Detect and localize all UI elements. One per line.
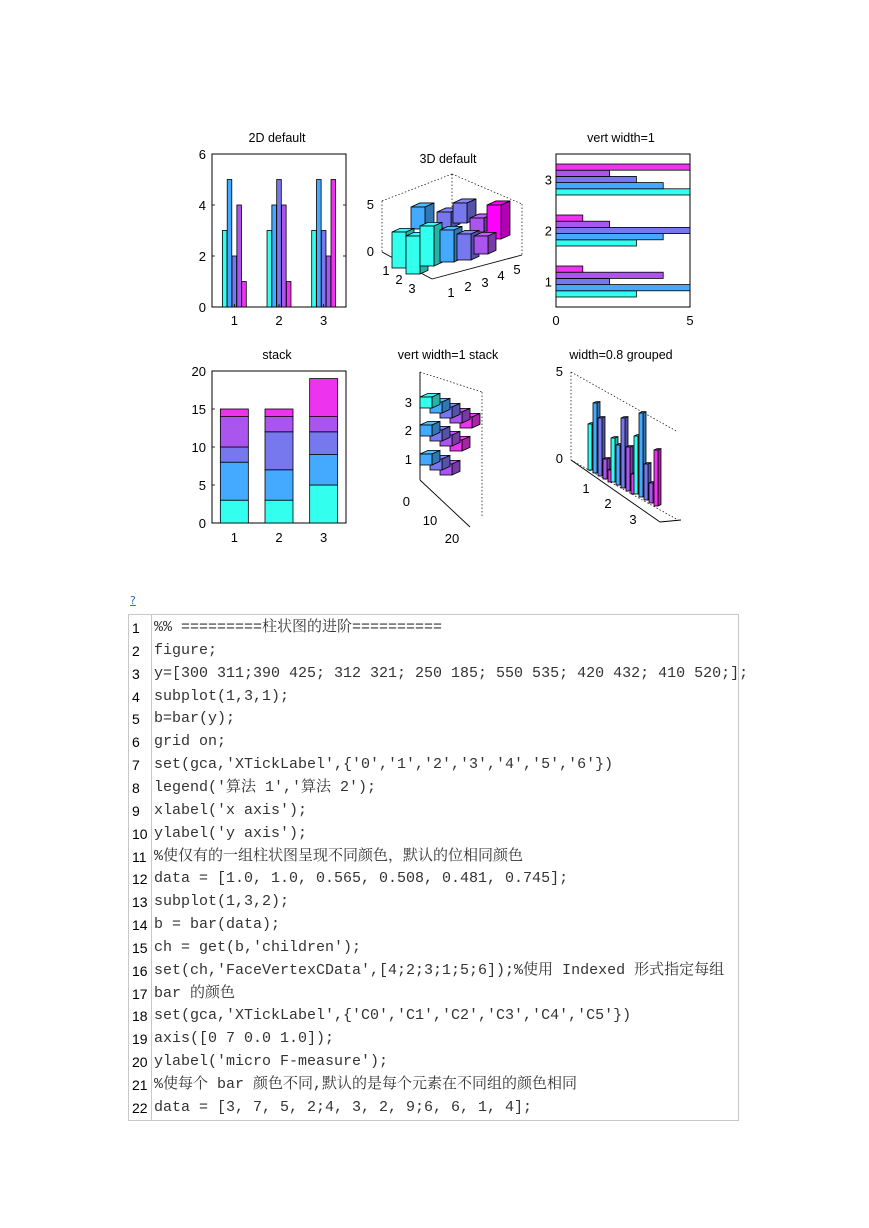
- line-number: 19: [132, 1031, 148, 1048]
- bar: [232, 256, 237, 307]
- code-text: data = [3, 7, 5, 2;4, 3, 2, 9;6, 6, 1, 4];: [154, 1098, 533, 1116]
- code-text: grid on;: [154, 733, 227, 751]
- bar: [556, 266, 583, 272]
- bar-segment: [310, 417, 338, 432]
- code-text: bar 的颜色: [154, 984, 236, 1002]
- panel-title: width=0.8 grouped: [569, 348, 673, 362]
- code-line: [129, 1005, 739, 1027]
- bar: [286, 282, 291, 308]
- bar-segment: [310, 485, 338, 523]
- bar-3d: [420, 222, 442, 266]
- bar: [556, 215, 583, 221]
- tick-label: 6: [198, 147, 206, 162]
- bar: [326, 256, 331, 307]
- bar: [312, 231, 317, 308]
- bar-segment: [265, 409, 293, 417]
- tick-label: 1: [404, 452, 412, 467]
- bar-side: [658, 449, 661, 506]
- line-number: 21: [132, 1077, 148, 1093]
- code-text: %% =========柱状图的进阶==========: [154, 619, 443, 636]
- tick-label: 2: [464, 279, 472, 294]
- bar-segment-3d: [420, 450, 440, 465]
- bar: [242, 282, 247, 308]
- bar-segment: [310, 379, 338, 417]
- line-number: 9: [132, 802, 140, 819]
- tick-label: 5: [366, 197, 374, 212]
- bar: [556, 221, 610, 227]
- bar-front: [420, 226, 434, 266]
- bar: [556, 234, 663, 240]
- bar-segment: [310, 455, 338, 485]
- tick-label: 1: [230, 530, 238, 545]
- bar-front: [634, 436, 638, 494]
- bar-front: [611, 438, 615, 482]
- tick-label: 3: [481, 275, 489, 290]
- bar-3d: [474, 232, 496, 254]
- line-number: 10: [132, 825, 148, 842]
- tick-label: 3: [320, 530, 328, 545]
- code-text: %使每个 bar 颜色不同,默认的是每个元素在不同组的颜色相同: [154, 1076, 578, 1093]
- code-text: figure;: [154, 641, 218, 659]
- bar-front: [593, 403, 597, 473]
- tick-label: 5: [513, 262, 521, 277]
- code-text: %使仅有的一组柱状图呈现不同颜色，默认的位相同颜色: [154, 847, 524, 865]
- panel-stack: [192, 348, 346, 545]
- tick-label: 0: [555, 451, 563, 466]
- bar: [556, 183, 663, 189]
- code-block: [128, 614, 749, 1121]
- tick-label: 3: [629, 512, 637, 527]
- bar-segment: [265, 417, 293, 432]
- tick-label: 3: [544, 172, 552, 188]
- line-number: 5: [132, 711, 140, 728]
- bar-front: [474, 236, 488, 254]
- bar-segment: [220, 447, 248, 462]
- bar-front: [392, 232, 406, 268]
- bar-front: [603, 459, 607, 479]
- line-number: 20: [132, 1054, 148, 1071]
- code-text: subplot(1,3,2);: [154, 893, 290, 911]
- bar: [556, 170, 610, 176]
- tick-label: 3: [320, 313, 328, 328]
- line-number: 15: [132, 939, 148, 956]
- bar-front: [598, 418, 602, 476]
- tick-label: 1: [447, 285, 455, 300]
- bar-front: [453, 203, 467, 223]
- code-line: [129, 983, 739, 1005]
- panel-vert-width-1-stack: [398, 348, 499, 546]
- tick-label: 2: [404, 423, 412, 438]
- bar: [237, 205, 242, 307]
- code-text: data = [1.0, 1.0, 0.565, 0.508, 0.481, 0.745];: [154, 870, 569, 888]
- code-line: [129, 937, 739, 959]
- tick-label: 0: [402, 494, 410, 509]
- bar: [556, 272, 663, 278]
- bar-front: [470, 218, 484, 232]
- panel-2d-default: [199, 131, 346, 328]
- tick-label: 4: [198, 198, 206, 213]
- code-line: [129, 914, 739, 936]
- code-line: [129, 663, 749, 685]
- code-text: ylabel('micro F-measure');: [154, 1053, 389, 1071]
- bar-segment-3d: [420, 421, 440, 436]
- line-number: 11: [132, 848, 147, 865]
- bar: [556, 176, 636, 182]
- line-number: 22: [132, 1099, 148, 1116]
- bar-segment: [265, 470, 293, 500]
- bar-3d: [654, 449, 661, 506]
- tick-label: 0: [552, 313, 560, 328]
- code-text: y=[300 311;390 425; 312 321; 250 185; 550 535; 420 432; 410 520;];: [154, 664, 749, 682]
- bar: [556, 278, 610, 284]
- bar: [267, 231, 272, 308]
- tick-label: 10: [422, 513, 438, 528]
- tick-label: 4: [497, 268, 505, 283]
- tick-label: 5: [555, 364, 563, 379]
- bar: [321, 231, 326, 308]
- code-text: set(gca,'XTickLabel',{'0','1','2','3','4','5','6'}): [154, 756, 614, 774]
- code-line: [129, 640, 739, 662]
- bar-front: [654, 450, 658, 506]
- bar-side: [501, 201, 510, 239]
- tick-label: 10: [191, 440, 206, 455]
- code-line: [129, 960, 739, 982]
- tick-label: 1: [230, 313, 238, 328]
- code-text: b=bar(y);: [154, 710, 236, 728]
- line-number: 3: [132, 665, 140, 682]
- tick-label: 5: [686, 313, 694, 328]
- bar-front: [420, 397, 432, 408]
- tick-label: 2: [275, 313, 283, 328]
- tick-label: 0: [366, 244, 374, 259]
- bar-front: [621, 418, 625, 488]
- tick-label: 1: [544, 274, 552, 290]
- bar-front: [406, 236, 420, 274]
- code-text: legend('算法 1','算法 2');: [154, 778, 377, 796]
- bar-front: [639, 413, 643, 497]
- panel-title: vert width=1: [587, 131, 655, 145]
- bar-front: [626, 447, 630, 491]
- bar-front: [420, 454, 432, 465]
- bar: [282, 205, 287, 307]
- view-source-link[interactable]: ?: [130, 594, 136, 607]
- code-text: ch = get(b,'children');: [154, 938, 362, 956]
- tick-label: 20: [191, 364, 206, 379]
- panel-width-08-grouped: [556, 348, 681, 527]
- bar: [277, 180, 282, 308]
- tick-label: 15: [191, 402, 206, 417]
- line-number: 2: [132, 642, 140, 659]
- code-text: xlabel('x axis');: [154, 801, 308, 819]
- bar-front: [616, 445, 620, 485]
- line-number: 4: [132, 688, 140, 705]
- tick-label: 1: [582, 481, 590, 496]
- tick-label: 2: [198, 249, 206, 264]
- code-text: subplot(1,3,1);: [154, 687, 290, 705]
- panel-vert-width-1: [545, 131, 694, 328]
- tick-label: 2: [604, 496, 612, 511]
- code-text: b = bar(data);: [154, 916, 281, 934]
- panel-title: 3D default: [419, 152, 477, 166]
- bar: [272, 205, 277, 307]
- bar-front: [644, 464, 648, 500]
- tick-label: 0: [198, 516, 206, 531]
- code-line: [129, 1028, 739, 1050]
- panel-title: 2D default: [248, 131, 306, 145]
- tick-label: 5: [198, 478, 206, 493]
- tick-label: 20: [444, 531, 460, 546]
- code-line: [129, 731, 739, 753]
- matlab-bar-figure: [0, 0, 869, 570]
- tick-label: 3: [404, 395, 412, 410]
- bar: [317, 180, 322, 308]
- line-number: 13: [132, 894, 148, 911]
- panel-title: vert width=1 stack: [397, 348, 499, 362]
- panel-3d-default: [367, 152, 522, 300]
- code-line: [129, 686, 739, 708]
- bar: [227, 180, 232, 308]
- code-line: [129, 617, 739, 639]
- bar: [556, 285, 690, 291]
- line-number: 17: [132, 985, 148, 1002]
- line-number: 7: [132, 757, 140, 774]
- bar-front: [420, 425, 432, 436]
- bar-segment: [220, 500, 248, 523]
- bar: [556, 240, 636, 246]
- code-text: ylabel('y axis');: [154, 824, 308, 842]
- bar: [556, 227, 690, 233]
- code-line: [129, 1051, 739, 1073]
- bar-segment: [220, 417, 248, 447]
- line-number: 18: [132, 1008, 148, 1025]
- code-line: [129, 754, 739, 776]
- line-number: 6: [132, 734, 140, 751]
- tick-label: 2: [275, 530, 283, 545]
- code-line: [129, 777, 739, 799]
- tick-label: 2: [395, 272, 403, 287]
- tick-label: 1: [382, 263, 390, 278]
- bar-front: [440, 230, 454, 262]
- code-text: axis([0 7 0.0 1.0]);: [154, 1030, 335, 1048]
- bar-segment: [220, 409, 248, 417]
- line-number: 1: [132, 620, 140, 636]
- code-text: set(gca,'XTickLabel',{'C0','C1','C2','C3','C4','C5'}): [154, 1007, 632, 1025]
- code-line: [129, 1074, 739, 1096]
- panel-title: stack: [262, 348, 292, 362]
- tick-label: 3: [408, 281, 416, 296]
- tick-label: 2: [544, 223, 552, 239]
- bar-segment-3d: [420, 393, 440, 408]
- bar-segment: [220, 462, 248, 500]
- bar: [331, 180, 336, 308]
- code-line: [129, 868, 739, 890]
- bar: [222, 231, 227, 308]
- line-number: 16: [132, 962, 148, 979]
- bar-segment: [310, 432, 338, 455]
- line-number: 8: [132, 779, 140, 796]
- bar-segment: [265, 432, 293, 470]
- bar: [556, 189, 690, 195]
- tick-label: 0: [198, 300, 206, 315]
- code-line: [129, 708, 739, 730]
- code-line: [129, 823, 739, 845]
- line-number: 14: [132, 917, 148, 934]
- bar-side: [488, 232, 496, 254]
- bar-segment: [265, 500, 293, 523]
- code-line: [129, 800, 739, 822]
- bar: [556, 291, 636, 297]
- code-line: [129, 891, 739, 913]
- code-text: set(ch,'FaceVertexCData',[4;2;3;1;5;6]);%使用 Indexed 形式指定每组: [154, 961, 725, 979]
- bar-front: [588, 424, 592, 470]
- bar: [556, 164, 690, 170]
- line-number: 12: [132, 871, 148, 888]
- code-line: [129, 846, 739, 868]
- bar-front: [649, 483, 653, 503]
- code-line: [129, 1097, 739, 1119]
- bar-front: [457, 234, 471, 260]
